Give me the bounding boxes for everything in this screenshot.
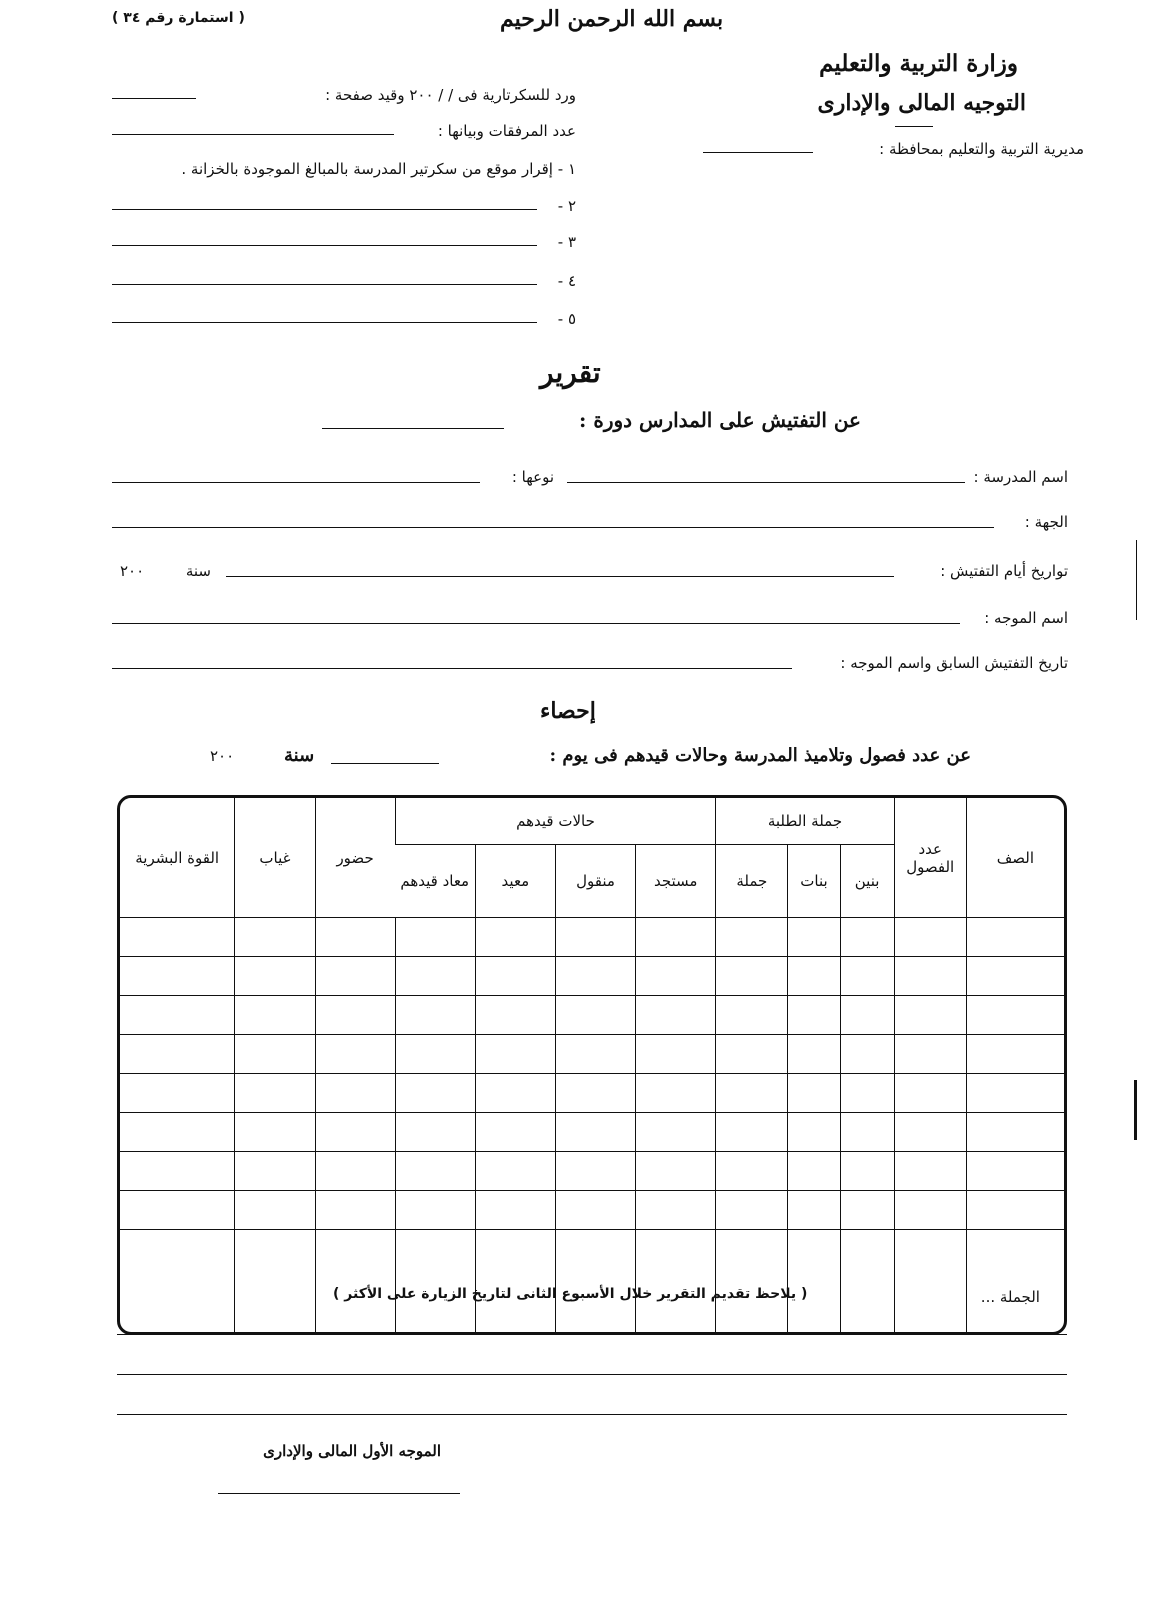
table-cell[interactable] <box>635 1113 715 1152</box>
table-cell[interactable] <box>475 1152 555 1191</box>
header-strength: القوة البشرية <box>120 798 234 918</box>
table-cell[interactable] <box>894 1230 966 1332</box>
table-cell[interactable] <box>555 1152 635 1191</box>
table-cell[interactable] <box>635 957 715 996</box>
table-cell[interactable] <box>315 996 395 1035</box>
table-cell[interactable] <box>555 1191 635 1230</box>
scan-edge-mark <box>1134 1080 1137 1140</box>
table-cell[interactable] <box>787 1035 839 1074</box>
attachment-item-1: ١ - إقرار موقع من سكرتير المدرسة بالمبالغ الموجودة بالخزانة . <box>181 160 576 178</box>
table-cell[interactable] <box>787 1191 839 1230</box>
table-cell[interactable] <box>315 1074 395 1113</box>
table-cell[interactable] <box>715 1113 787 1152</box>
table-cell[interactable] <box>120 957 234 996</box>
total-row-label: الجملة ... <box>966 1230 1064 1332</box>
remarks-line-2[interactable] <box>117 1374 1067 1375</box>
table-cell[interactable] <box>395 918 475 957</box>
attachment-blank-2[interactable] <box>112 209 537 210</box>
table-cell[interactable] <box>787 996 839 1035</box>
school-name-blank[interactable] <box>567 482 965 483</box>
table-cell[interactable] <box>395 1152 475 1191</box>
statistics-day-blank[interactable] <box>331 763 439 764</box>
table-row <box>120 1074 1064 1113</box>
attachment-blank-3[interactable] <box>112 245 537 246</box>
submission-note: ( يلاحظ تقديم التقرير خلال الأسبوع الثانى لتاريخ الزيارة على الأكثر ) <box>333 1286 808 1302</box>
table-cell[interactable] <box>234 1035 314 1074</box>
received-page-blank[interactable] <box>112 98 196 99</box>
table-cell[interactable] <box>395 1230 475 1332</box>
signature-title: الموجه الأول المالى والإدارى <box>263 1442 441 1460</box>
scan-edge-mark <box>1136 540 1137 620</box>
remarks-line-1[interactable] <box>117 1334 1067 1335</box>
department-name: التوجيه المالى والإدارى <box>817 90 1026 116</box>
statistics-subtitle: عن عدد فصول وتلاميذ المدرسة وحالات قيدهم فى يوم : <box>549 745 971 766</box>
table-cell[interactable] <box>555 996 635 1035</box>
table-cell[interactable] <box>966 1152 1064 1191</box>
table-cell[interactable] <box>635 996 715 1035</box>
table-cell[interactable] <box>894 1074 966 1113</box>
table-cell[interactable] <box>840 1074 894 1113</box>
table-cell[interactable] <box>715 1230 787 1332</box>
school-name-label: اسم المدرسة : <box>973 468 1068 486</box>
table-cell[interactable] <box>475 957 555 996</box>
table-cell[interactable] <box>234 1074 314 1113</box>
table-cell[interactable] <box>475 1035 555 1074</box>
table-cell[interactable] <box>787 1230 839 1332</box>
statistics-year-value: ٢٠٠ <box>210 747 235 765</box>
attachments-label: عدد المرفقات وبيانها : <box>437 122 576 140</box>
table-cell[interactable] <box>894 1152 966 1191</box>
table-cell[interactable] <box>120 996 234 1035</box>
table-cell[interactable] <box>315 1113 395 1152</box>
received-label: ورد للسكرتارية فى / / ٢٠٠ وقيد صفحة : <box>325 86 576 104</box>
table-cell[interactable] <box>894 1191 966 1230</box>
table-row <box>120 1152 1064 1191</box>
inspection-year-label: سنة <box>185 562 211 580</box>
table-cell[interactable] <box>635 1191 715 1230</box>
form-number: ( استمارة رقم ٣٤ ) <box>112 10 245 26</box>
table-cell[interactable] <box>966 1113 1064 1152</box>
authority-blank[interactable] <box>112 527 994 528</box>
table-row <box>120 1035 1064 1074</box>
table-cell[interactable] <box>966 957 1064 996</box>
school-type-blank[interactable] <box>112 482 480 483</box>
table-cell[interactable] <box>715 918 787 957</box>
school-type-label: نوعها : <box>511 468 554 486</box>
table-cell[interactable] <box>315 1035 395 1074</box>
table-cell[interactable] <box>555 957 635 996</box>
table-cell[interactable] <box>966 1035 1064 1074</box>
table-cell[interactable] <box>894 1113 966 1152</box>
table-cell[interactable] <box>635 1035 715 1074</box>
authority-label: الجهة : <box>1024 513 1068 531</box>
table-cell[interactable] <box>715 1035 787 1074</box>
table-cell[interactable] <box>395 1035 475 1074</box>
table-cell[interactable] <box>315 957 395 996</box>
table-cell[interactable] <box>120 1074 234 1113</box>
table-cell[interactable] <box>715 1074 787 1113</box>
attachment-blank-4[interactable] <box>112 284 537 285</box>
header-students-total: جملة <box>715 845 787 918</box>
table-cell[interactable] <box>555 918 635 957</box>
inspection-year-value: ٢٠٠ <box>120 562 145 580</box>
table-cell[interactable] <box>715 1152 787 1191</box>
total-row <box>120 1230 1064 1332</box>
table-cell[interactable] <box>475 1230 555 1332</box>
table-cell[interactable] <box>234 918 314 957</box>
table-cell[interactable] <box>840 1191 894 1230</box>
header-classes: عدد الفصول <box>894 798 966 918</box>
table-cell[interactable] <box>234 996 314 1035</box>
table-cell[interactable] <box>840 918 894 957</box>
table-cell[interactable] <box>120 918 234 957</box>
header-status-group: حالات قيدهم <box>395 798 716 845</box>
header-boys: بنين <box>840 845 894 918</box>
header-grade: الصف <box>966 798 1064 918</box>
attachment-blank-5[interactable] <box>112 322 537 323</box>
table-cell[interactable] <box>555 1113 635 1152</box>
received-field <box>325 86 576 104</box>
table-cell[interactable] <box>787 957 839 996</box>
table-cell[interactable] <box>234 1191 314 1230</box>
header-girls: بنات <box>787 845 839 918</box>
table-row <box>120 1191 1064 1230</box>
table-cell[interactable] <box>966 1191 1064 1230</box>
table-cell[interactable] <box>787 1074 839 1113</box>
report-subtitle: عن التفتيش على المدارس دورة : <box>579 408 861 432</box>
header-absent: غياب <box>234 798 314 918</box>
directorate-field <box>879 140 1084 158</box>
table-cell[interactable] <box>475 1074 555 1113</box>
table-cell[interactable] <box>840 1152 894 1191</box>
statistics-table <box>117 795 1067 1335</box>
previous-inspection-label: تاريخ التفتيش السابق واسم الموجه : <box>840 654 1068 672</box>
table-cell[interactable] <box>475 1113 555 1152</box>
table-cell[interactable] <box>315 1152 395 1191</box>
statistics-year-label: سنة <box>284 745 315 766</box>
signature-blank[interactable] <box>218 1493 460 1494</box>
table-cell[interactable] <box>894 1035 966 1074</box>
table-row <box>120 957 1064 996</box>
table-cell[interactable] <box>120 1230 234 1332</box>
table-row <box>120 1113 1064 1152</box>
table-cell[interactable] <box>894 957 966 996</box>
table-cell[interactable] <box>315 918 395 957</box>
table-cell[interactable] <box>395 996 475 1035</box>
table-cell[interactable] <box>787 918 839 957</box>
table-cell[interactable] <box>840 1035 894 1074</box>
attachment-item-3: ٣ - <box>557 233 576 251</box>
table-cell[interactable] <box>315 1191 395 1230</box>
inspector-name-blank[interactable] <box>112 623 960 624</box>
table-cell[interactable] <box>315 1230 395 1332</box>
attachment-item-2: ٢ - <box>557 197 576 215</box>
attachments-field <box>438 122 576 140</box>
table-cell[interactable] <box>395 957 475 996</box>
table-cell[interactable] <box>395 1074 475 1113</box>
header-repeater: معيد <box>475 845 555 918</box>
table-cell[interactable] <box>894 918 966 957</box>
table-cell[interactable] <box>120 1191 234 1230</box>
table-cell[interactable] <box>715 1191 787 1230</box>
table-cell[interactable] <box>635 1074 715 1113</box>
table-cell[interactable] <box>475 996 555 1035</box>
previous-inspection-blank[interactable] <box>112 668 792 669</box>
table-cell[interactable] <box>966 918 1064 957</box>
table-cell[interactable] <box>840 1113 894 1152</box>
statistics-title: إحصاء <box>540 698 596 724</box>
table-cell[interactable] <box>635 1152 715 1191</box>
table-cell[interactable] <box>395 1113 475 1152</box>
ministry-name: وزارة التربية والتعليم <box>819 50 1018 77</box>
session-blank[interactable] <box>322 428 504 429</box>
table-cell[interactable] <box>120 1113 234 1152</box>
table-cell[interactable] <box>966 996 1064 1035</box>
basmala-calligraphy: بسم الله الرحمن الرحيم <box>500 6 724 32</box>
table-row <box>120 918 1064 957</box>
table-cell[interactable] <box>715 957 787 996</box>
report-title: تقرير <box>540 356 601 389</box>
directorate-label: مديرية التربية والتعليم بمحافظة : <box>879 140 1084 158</box>
table-cell[interactable] <box>787 1152 839 1191</box>
header-students-group: جملة الطلبة <box>715 798 893 845</box>
attachment-item-5: ٥ - <box>557 310 576 328</box>
table-cell[interactable] <box>120 1152 234 1191</box>
remarks-line-3[interactable] <box>117 1414 1067 1415</box>
table-cell[interactable] <box>635 918 715 957</box>
table-cell[interactable] <box>635 1230 715 1332</box>
table-cell[interactable] <box>395 1191 475 1230</box>
table-cell[interactable] <box>555 1074 635 1113</box>
table-cell[interactable] <box>840 996 894 1035</box>
header-reenrolled: معاد قيدهم <box>395 845 475 918</box>
table-cell[interactable] <box>966 1074 1064 1113</box>
table-cell[interactable] <box>840 957 894 996</box>
department-underline <box>895 126 933 127</box>
table-cell[interactable] <box>555 1230 635 1332</box>
table-cell[interactable] <box>475 1191 555 1230</box>
table-cell[interactable] <box>120 1035 234 1074</box>
table-cell[interactable] <box>715 996 787 1035</box>
table-cell[interactable] <box>840 1230 894 1332</box>
table-cell[interactable] <box>234 1113 314 1152</box>
table-cell[interactable] <box>234 1152 314 1191</box>
header-present: حضور <box>315 798 395 918</box>
table-cell[interactable] <box>475 918 555 957</box>
inspection-dates-label: تواريخ أيام التفتيش : <box>940 562 1068 580</box>
table-cell[interactable] <box>234 957 314 996</box>
header-new: مستجد <box>635 845 715 918</box>
attachment-item-4: ٤ - <box>557 272 576 290</box>
table-cell[interactable] <box>787 1113 839 1152</box>
header-transferred: منقول <box>555 845 635 918</box>
attachments-blank[interactable] <box>112 134 394 135</box>
table-cell[interactable] <box>234 1230 314 1332</box>
table-cell[interactable] <box>894 996 966 1035</box>
table-row <box>120 996 1064 1035</box>
directorate-blank[interactable] <box>703 152 813 153</box>
inspector-name-label: اسم الموجه : <box>984 609 1068 627</box>
table-cell[interactable] <box>555 1035 635 1074</box>
inspection-dates-blank[interactable] <box>226 576 894 577</box>
